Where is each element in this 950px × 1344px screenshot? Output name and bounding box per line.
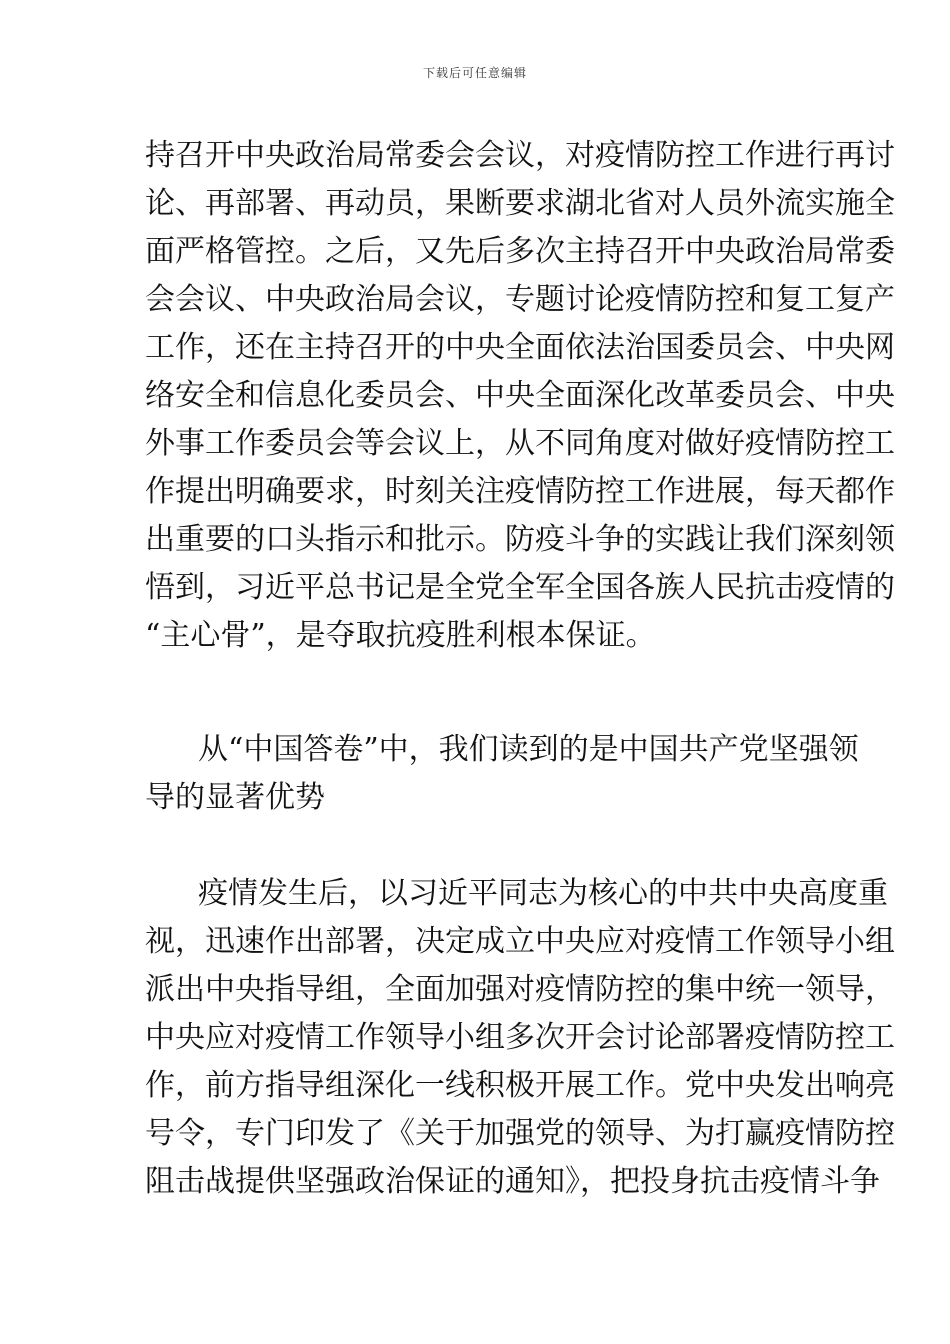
text-line: 持召开中央政治局常委会会议，对疫情防控工作进行再讨 (145, 138, 895, 173)
section-heading-line: 导的显著优势 (145, 780, 325, 815)
text-line: 工作，还在主持召开的中央全面依法治国委员会、中央网 (145, 330, 895, 365)
section-heading-line: 从“中国答卷”中，我们读到的是中国共产党坚强领 (198, 732, 859, 767)
text-line: “主心骨”，是夺取抗疫胜利根本保证。 (145, 618, 656, 653)
text-line: 悟到，习近平总书记是全党全军全国各族人民抗击疫情的 (145, 570, 895, 605)
text-line: 视，迅速作出部署，决定成立中央应对疫情工作领导小组 (145, 924, 895, 959)
text-line: 作，前方指导组深化一线积极开展工作。党中央发出响亮 (145, 1068, 895, 1103)
page-header-note: 下载后可任意编辑 (422, 66, 527, 80)
text-line: 中央应对疫情工作领导小组多次开会讨论部署疫情防控工 (145, 1020, 895, 1055)
text-line: 疫情发生后，以习近平同志为核心的中共中央高度重 (198, 876, 888, 911)
text-line: 面严格管控。之后，又先后多次主持召开中央政治局常委 (145, 234, 895, 269)
text-line: 会会议、中央政治局会议，专题讨论疫情防控和复工复产 (145, 282, 895, 317)
text-line: 派出中央指导组，全面加强对疫情防控的集中统一领导， (145, 972, 895, 1007)
text-line: 阻击战提供坚强政治保证的通知》，把投身抗击疫情斗争 (145, 1164, 880, 1199)
text-line: 外事工作委员会等会议上，从不同角度对做好疫情防控工 (145, 426, 895, 461)
text-line: 出重要的口头指示和批示。防疫斗争的实践让我们深刻领 (145, 522, 895, 557)
text-line: 论、再部署、再动员，果断要求湖北省对人员外流实施全 (145, 186, 895, 221)
text-line: 作提出明确要求，时刻关注疫情防控工作进展，每天都作 (145, 474, 895, 509)
text-line: 络安全和信息化委员会、中央全面深化改革委员会、中央 (145, 378, 895, 413)
text-line: 号令，专门印发了《关于加强党的领导、为打赢疫情防控 (145, 1116, 895, 1151)
